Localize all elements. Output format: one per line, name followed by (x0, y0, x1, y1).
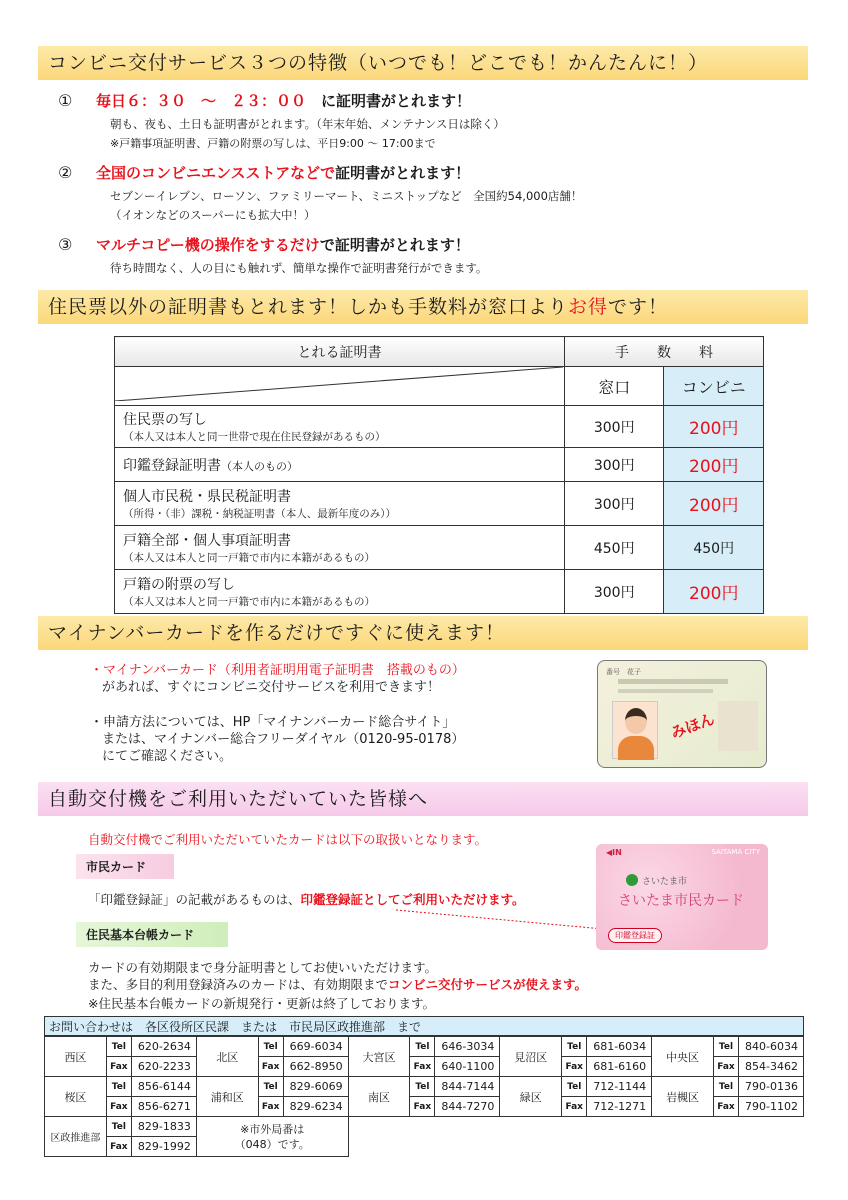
window-fee: 300円 (564, 570, 663, 614)
face-icon (625, 708, 647, 734)
tel-label: Tel (714, 1077, 739, 1097)
section2-title (38, 290, 808, 324)
header-konbini: コンビニ (664, 367, 764, 406)
mynumber-bullet-1-line1: ・マイナンバーカード（利用者証明用電子証明書 搭載のもの） (90, 663, 465, 678)
certificate-note: （本人又は本人と同一世帯で現在住民登録があるもの） (123, 431, 386, 443)
section2-title-highlight: お得 (568, 296, 609, 318)
fax-label: Fax (410, 1097, 435, 1117)
tel-label: Tel (714, 1037, 739, 1057)
fax-label: Fax (258, 1057, 283, 1077)
tel-label: Tel (410, 1037, 435, 1057)
fax-label: Fax (106, 1057, 131, 1077)
fee-table (114, 336, 764, 614)
certificate-name-line (123, 455, 556, 475)
feature-1 (58, 90, 505, 153)
juki-card-line2 (88, 975, 587, 993)
ward-name: 中央区 (652, 1037, 714, 1077)
window-fee: 300円 (564, 482, 663, 526)
konbini-fee: 200円 (664, 482, 764, 526)
certificate-name: 個人市民税・県民税証明書 (123, 489, 291, 505)
certificate-cell (115, 482, 565, 526)
fax-number: 790-1102 (738, 1097, 803, 1117)
table-row (45, 1117, 804, 1137)
certificate-name: 戸籍の附票の写し (123, 577, 235, 593)
feature-2-line2: （イオンなどのスーパーにも拡大中！） (110, 208, 316, 222)
tel-label: Tel (562, 1037, 587, 1057)
konbini-fee: 200円 (664, 570, 764, 614)
area-code-note (196, 1117, 348, 1157)
ward-name: 桜区 (45, 1077, 107, 1117)
tel-label: Tel (258, 1077, 283, 1097)
certificate-name: 戸籍全部・個人事項証明書 (123, 533, 291, 549)
table-row (115, 570, 764, 614)
citizen-card-text-highlight: 印鑑登録証としてご利用いただけます。 (300, 892, 525, 907)
tel-number: 790-0136 (738, 1077, 803, 1097)
fax-label: Fax (106, 1097, 131, 1117)
ward-name: 南区 (348, 1077, 410, 1117)
city-logo-icon (626, 874, 638, 886)
header-certificate: とれる証明書 (115, 337, 565, 367)
mynumber-card-address-line (618, 679, 728, 684)
tel-number: 646-3034 (435, 1037, 500, 1057)
feature-3-line1: 待ち時間なく、人の目にも触れず、簡単な操作で証明書発行ができます。 (110, 261, 488, 275)
citizen-card-text-a: 「印鑑登録証」の記載があるものは、 (88, 892, 301, 907)
feature-2-highlight: 全国のコンビニエンスストアなどで (96, 164, 336, 182)
feature-1-line2: ※戸籍事項証明書、戸籍の附票の写しは、平日9:00 ～ 17:00まで (110, 137, 436, 150)
ward-name: 浦和区 (196, 1077, 258, 1117)
fax-label: Fax (106, 1137, 131, 1157)
juki-card-label: 住民基本台帳カード (76, 922, 228, 947)
kiosk-intro: 自動交付機でご利用いただいていたカードは以下の取扱いとなります。 (88, 832, 488, 847)
feature-3 (58, 234, 487, 278)
contact-title: お問い合わせは 各区役所区民課 または 市民局区政推進部 まで (44, 1016, 804, 1036)
tel-number: 669-6034 (283, 1037, 348, 1057)
tel-number: 620-2634 (131, 1037, 196, 1057)
shirt-icon (618, 736, 654, 760)
feature-3-highlight: マルチコピー機の操作をするだけ (96, 236, 320, 254)
mynumber-card-image (597, 660, 767, 768)
section4-title: 自動交付機をご利用いただいていた皆様へ (38, 782, 808, 816)
mynumber-bullet-1-line2: があれば、すぐにコンビニ交付サービスを利用できます！ (102, 680, 441, 695)
fax-number: 856-6271 (131, 1097, 196, 1117)
fax-number: 640-1100 (435, 1057, 500, 1077)
fax-number: 620-2233 (131, 1057, 196, 1077)
fax-label: Fax (714, 1057, 739, 1077)
certificate-note: （本人又は本人と同一戸籍で市内に本籍があるもの） (123, 596, 375, 608)
header-fee: 手 数 料 (564, 337, 763, 367)
sample-stamp: みほん (668, 709, 717, 743)
ward-name: 岩槻区 (652, 1077, 714, 1117)
fax-label: Fax (562, 1097, 587, 1117)
mynumber-bullet-1 (90, 662, 465, 696)
dotted-leader-line (396, 906, 616, 936)
certificate-note: （本人又は本人と同一戸籍で市内に本籍があるもの） (123, 552, 375, 564)
fax-label: Fax (714, 1097, 739, 1117)
feature-3-number: ③ (58, 235, 73, 254)
tel-label: Tel (410, 1077, 435, 1097)
tel-number: 712-1144 (587, 1077, 652, 1097)
certificate-cell (115, 570, 565, 614)
card-city-name: さいたま市 (642, 877, 688, 887)
mynumber-card-address-line (618, 689, 713, 693)
konbini-fee: 200円 (664, 448, 764, 482)
tel-label: Tel (106, 1037, 131, 1057)
mynumber-card-emblem (718, 701, 758, 751)
ward-name: 西区 (45, 1037, 107, 1077)
feature-1-rest: に証明書がとれます！ (321, 92, 472, 110)
tel-label: Tel (562, 1077, 587, 1097)
table-row (45, 1077, 804, 1097)
fee-table-subheader-row (115, 367, 764, 406)
ward-name: 緑区 (500, 1077, 562, 1117)
citizen-card-label: 市民カード (76, 854, 174, 879)
tel-number: 840-6034 (738, 1037, 803, 1057)
certificate-cell (115, 406, 565, 448)
mynumber-card-photo (612, 701, 658, 759)
ward-name: 大宮区 (348, 1037, 410, 1077)
window-fee: 300円 (564, 448, 663, 482)
table-row (115, 406, 764, 448)
table-row (115, 448, 764, 482)
juki-card-note: ※住民基本台帳カードの新規発行・更新は終了しております。 (88, 996, 435, 1011)
fax-number: 662-8950 (283, 1057, 348, 1077)
ward-name: 北区 (196, 1037, 258, 1077)
card-in-mark: ◀IN (606, 848, 622, 857)
certificate-cell (115, 526, 565, 570)
certificate-cell (115, 448, 565, 482)
area-code-note-line2: （048）です。 (234, 1137, 310, 1151)
fax-number: 844-7270 (435, 1097, 500, 1117)
mynumber-bullet-2-line2: または、マイナンバー総合フリーダイヤル（0120-95-0178） (102, 732, 465, 747)
feature-2-number: ② (58, 163, 73, 182)
table-row (45, 1037, 804, 1057)
ward-name: 見沼区 (500, 1037, 562, 1077)
section2-title-b: です！ (608, 296, 669, 318)
fax-number: 829-6234 (283, 1097, 348, 1117)
card-seal-stamp: 印鑑登録証 (608, 928, 662, 943)
tel-number: 829-1833 (131, 1117, 196, 1137)
certificate-note: （本人のもの） (221, 459, 298, 473)
konbini-fee: 450円 (664, 526, 764, 570)
mynumber-bullet-2 (90, 714, 464, 765)
mynumber-bullet-2-line1: ・申請方法については、HP「マイナンバーカード総合サイト」 (90, 715, 456, 730)
tel-number: 844-7144 (435, 1077, 500, 1097)
diagonal-cell (115, 367, 565, 406)
feature-1-highlight: 毎日６：３０ ～ ２３：００ (96, 92, 307, 110)
contact-table (44, 1036, 804, 1157)
empty-cell (348, 1117, 803, 1157)
certificate-note: （所得・（非）課税・納税証明書（本人、最新年度のみ）） (123, 508, 396, 520)
feature-2-line1: セブンーイレブン、ローソン、ファミリーマート、ミニストップなど 全国約54,000店舗！ (110, 189, 583, 203)
fee-table-header-row (115, 337, 764, 367)
header-window: 窓口 (564, 367, 663, 406)
tel-number: 681-6034 (587, 1037, 652, 1057)
table-row (115, 482, 764, 526)
juki-card-line1: カードの有効期限まで身分証明書としてお使いいただけます。 (88, 960, 438, 975)
juki-card-line2-highlight: コンビニ交付サービスが使えます。 (388, 977, 588, 992)
fax-label: Fax (562, 1057, 587, 1077)
certificate-name: 印鑑登録証明書 (123, 457, 221, 474)
citizen-card-image (596, 844, 768, 950)
contact-section (44, 1016, 804, 1157)
tel-label: Tel (106, 1077, 131, 1097)
window-fee: 450円 (564, 526, 663, 570)
konbini-fee: 200円 (664, 406, 764, 448)
feature-3-rest: で証明書がとれます！ (319, 236, 470, 254)
mynumber-card-name: 番号 花子 (606, 668, 641, 676)
table-row (115, 526, 764, 570)
feature-2 (58, 162, 582, 225)
feature-1-number: ① (58, 91, 73, 110)
fax-label: Fax (258, 1097, 283, 1117)
section3-title: マイナンバーカードを作るだけですぐに使えます！ (38, 616, 808, 650)
fax-number: 854-3462 (738, 1057, 803, 1077)
fax-number: 681-6160 (587, 1057, 652, 1077)
area-code-note-line1: ※市外局番は (240, 1122, 305, 1136)
card-city-en: SAITAMA CITY (711, 848, 760, 856)
section2-title-a: 住民票以外の証明書もとれます！しかも手数料が窓口より (48, 296, 569, 318)
fax-number: 829-1992 (131, 1137, 196, 1157)
window-fee: 300円 (564, 406, 663, 448)
section1-title: コンビニ交付サービス３つの特徴（いつでも！どこでも！かんたんに！） (38, 46, 808, 80)
tel-number: 829-6069 (283, 1077, 348, 1097)
feature-1-line1: 朝も、夜も、土日も証明書がとれます。（年末年始、メンテナンス日は除く） (110, 117, 505, 131)
mynumber-bullet-2-line3: にてご確認ください。 (102, 749, 233, 764)
tel-label: Tel (258, 1037, 283, 1057)
fax-label: Fax (410, 1057, 435, 1077)
tel-number: 856-6144 (131, 1077, 196, 1097)
tel-label: Tel (106, 1117, 131, 1137)
card-title: さいたま市民カード (618, 893, 744, 909)
feature-2-rest: 証明書がとれます！ (335, 164, 471, 182)
ward-name: 区政推進部 (45, 1117, 107, 1157)
certificate-name: 住民票の写し (123, 412, 207, 428)
diagonal-line (115, 367, 563, 401)
juki-card-line2-a: また、多目的利用登録済みのカードは、有効期限まで (88, 977, 389, 992)
fax-number: 712-1271 (587, 1097, 652, 1117)
